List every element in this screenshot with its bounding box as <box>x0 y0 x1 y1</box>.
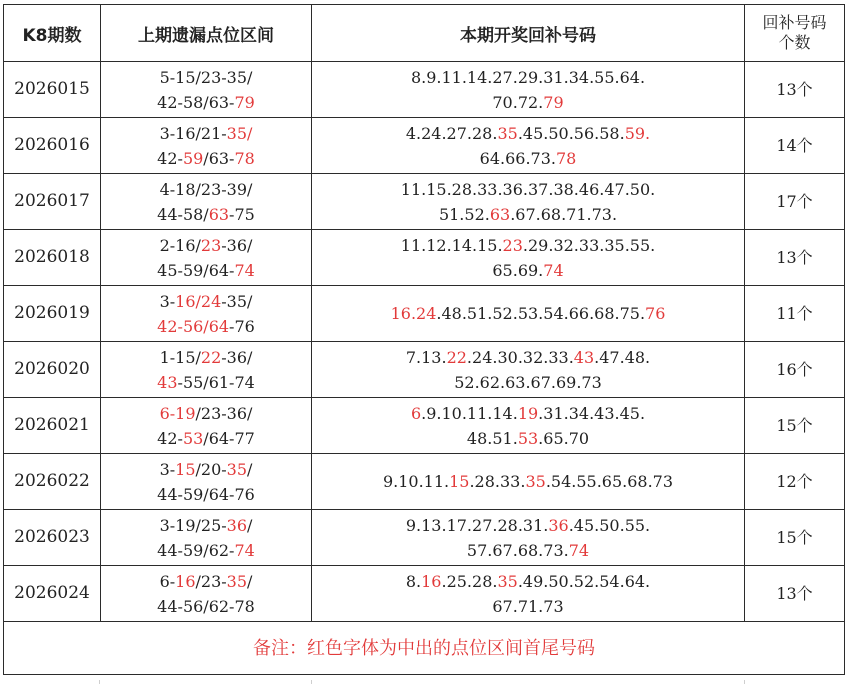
table-row <box>4 454 845 510</box>
text-segment: 3-19/25- <box>159 515 227 535</box>
count-cell: 12个 <box>745 454 845 510</box>
range-cell <box>101 118 312 174</box>
header-count-line1: 回补号码 <box>762 13 827 32</box>
note-text: 备注：红色字体为中出的点位区间首尾号码 <box>4 622 845 675</box>
text-segment: 64.66.73. <box>479 148 556 168</box>
text-segment: .48.51.52.53.54.66.68.75. <box>436 304 646 323</box>
numbers-cell <box>312 230 745 286</box>
numbers-cell <box>312 62 745 118</box>
note-row <box>4 622 845 675</box>
highlight-segment: 43 <box>157 372 178 392</box>
table-row <box>4 342 845 398</box>
header-range: 上期遗漏点位区间 <box>101 5 312 62</box>
range-cell <box>101 230 312 286</box>
range-cell <box>101 174 312 230</box>
numbers-cell <box>312 510 745 566</box>
text-segment: .47.48. <box>594 347 651 367</box>
range-cell <box>101 398 312 454</box>
header-count <box>745 5 845 62</box>
period-cell: 2026023 <box>4 510 101 566</box>
range-cell <box>101 342 312 398</box>
text-segment: 44-59/62- <box>157 540 235 560</box>
header-period: K8期数 <box>4 5 101 62</box>
text-segment: -55/61-74 <box>177 372 255 392</box>
text-segment: .31.34.43.45. <box>538 403 646 423</box>
text-segment: 6- <box>159 571 176 591</box>
draw-results-table <box>3 4 845 675</box>
header-row <box>4 5 845 62</box>
highlight-segment: 16.24 <box>390 304 437 323</box>
numbers-cell <box>312 286 745 342</box>
highlight-segment: 16 <box>421 571 442 591</box>
text-segment: 70.72. <box>492 92 544 112</box>
text-segment: 48.51. <box>466 428 518 448</box>
text-segment: / <box>247 515 253 535</box>
highlight-segment: 63 <box>489 204 511 224</box>
text-segment: .54.55.65.68.73 <box>545 472 674 491</box>
highlight-segment: 36 <box>548 515 569 535</box>
highlight-segment: 19 <box>517 403 539 423</box>
highlight-segment: 74 <box>568 540 590 560</box>
text-segment: 45-59/64- <box>157 260 235 280</box>
highlight-segment: 76 <box>645 304 666 323</box>
text-segment: 11.12.14.15. <box>400 235 503 255</box>
text-segment: 42- <box>157 148 183 168</box>
period-cell: 2026018 <box>4 230 101 286</box>
text-segment: 3- <box>159 291 176 311</box>
text-segment: 2-16/ <box>159 235 201 255</box>
text-segment: 1-15/ <box>159 347 201 367</box>
text-segment: 51.52. <box>438 204 490 224</box>
count-cell: 15个 <box>745 398 845 454</box>
highlight-segment: 16/24 <box>175 291 222 311</box>
highlight-segment: 22 <box>200 347 222 367</box>
text-segment: -76 <box>229 316 255 336</box>
highlight-segment: 78 <box>234 148 255 168</box>
highlight-segment: 79 <box>543 92 564 112</box>
text-segment: 65.69. <box>492 260 544 280</box>
range-cell <box>101 62 312 118</box>
text-segment: 8. <box>405 571 422 591</box>
text-segment: 4.24.27.28. <box>405 123 498 143</box>
text-segment: 57.67.68.73. <box>466 540 569 560</box>
highlight-segment: 35 <box>226 571 248 591</box>
highlight-segment: 42-56/64 <box>157 316 230 336</box>
text-segment: 52.62.63.67.69.73 <box>454 372 602 392</box>
numbers-cell <box>312 398 745 454</box>
highlight-segment: 59 <box>182 148 204 168</box>
range-cell <box>101 566 312 622</box>
text-segment: 5-15/23-35/ <box>159 67 253 87</box>
text-segment: 3- <box>159 459 176 479</box>
text-segment: -35/ <box>221 291 253 311</box>
table-row <box>4 118 845 174</box>
count-cell: 13个 <box>745 566 845 622</box>
highlight-segment: 6 <box>410 403 422 423</box>
count-cell: 13个 <box>745 62 845 118</box>
count-cell: 17个 <box>745 174 845 230</box>
period-cell: 2026015 <box>4 62 101 118</box>
range-cell <box>101 286 312 342</box>
text-segment: /20- <box>195 459 227 479</box>
period-cell: 2026024 <box>4 566 101 622</box>
text-segment: -75 <box>229 204 255 224</box>
text-segment: 42-58/63- <box>157 92 235 112</box>
highlight-segment: 16 <box>175 571 196 591</box>
highlight-segment: 35 <box>525 472 546 491</box>
highlight-segment: 79 <box>234 92 255 112</box>
text-segment: 42- <box>157 428 183 448</box>
text-segment: 44-56/62-78 <box>157 596 255 616</box>
highlight-segment: 35 <box>497 123 518 143</box>
text-segment: -36/ <box>221 235 253 255</box>
text-segment: 11.15.28.33.36.37.38.46.47.50. <box>400 179 656 199</box>
text-segment: /63- <box>203 148 235 168</box>
table-row <box>4 230 845 286</box>
text-segment: .65.70 <box>538 428 590 448</box>
highlight-segment: 35 <box>497 571 518 591</box>
period-cell: 2026019 <box>4 286 101 342</box>
table-row <box>4 510 845 566</box>
text-segment: /64-77 <box>203 428 255 448</box>
text-segment: /23- <box>195 571 227 591</box>
text-segment: 7.13. <box>405 347 447 367</box>
highlight-segment: 74 <box>234 260 255 280</box>
text-segment: .45.50.56.58. <box>517 123 625 143</box>
highlight-segment: 35/ <box>226 123 253 143</box>
period-cell: 2026021 <box>4 398 101 454</box>
text-segment: / <box>247 459 253 479</box>
range-cell <box>101 510 312 566</box>
numbers-cell <box>312 566 745 622</box>
highlight-segment: 15 <box>175 459 196 479</box>
count-cell: 14个 <box>745 118 845 174</box>
highlight-segment: 23 <box>502 235 523 255</box>
count-cell: 11个 <box>745 286 845 342</box>
highlight-segment: 53 <box>182 428 204 448</box>
highlight-segment: 43 <box>573 347 595 367</box>
highlight-segment: 78 <box>555 148 577 168</box>
text-segment: 8.9.11.14.27.29.31.34.55.64. <box>410 67 646 87</box>
highlight-segment: 23 <box>200 235 222 255</box>
period-cell: 2026022 <box>4 454 101 510</box>
text-segment: /23-36/ <box>195 403 253 423</box>
highlight-segment: 22 <box>446 347 467 367</box>
text-segment: 4-18/23-39/ <box>159 179 253 199</box>
text-segment: 9.10.11. <box>382 472 450 491</box>
period-cell: 2026020 <box>4 342 101 398</box>
text-segment: .28.33. <box>469 472 526 491</box>
text-segment: .29.32.33.35.55. <box>522 235 656 255</box>
numbers-cell <box>312 118 745 174</box>
table-row <box>4 398 845 454</box>
highlight-segment: 74 <box>543 260 564 280</box>
count-cell: 16个 <box>745 342 845 398</box>
period-cell: 2026017 <box>4 174 101 230</box>
text-segment: -36/ <box>221 347 253 367</box>
text-segment: .9.10.11.14. <box>421 403 518 423</box>
sheet-edge-strip <box>0 680 856 684</box>
numbers-cell <box>312 174 745 230</box>
text-segment: / <box>247 571 253 591</box>
highlight-segment: 63 <box>208 204 230 224</box>
header-count-line2: 个数 <box>778 33 811 52</box>
text-segment: .49.50.52.54.64. <box>517 571 651 591</box>
numbers-cell <box>312 342 745 398</box>
text-segment: 9.13.17.27.28.31. <box>405 515 549 535</box>
highlight-segment: 59. <box>624 123 651 143</box>
period-cell: 2026016 <box>4 118 101 174</box>
text-segment: .25.28. <box>441 571 498 591</box>
table-row <box>4 566 845 622</box>
table-row <box>4 62 845 118</box>
text-segment: .45.50.55. <box>568 515 651 535</box>
text-segment: 67.71.73 <box>492 596 564 616</box>
highlight-segment: 53 <box>517 428 539 448</box>
header-numbers: 本期开奖回补号码 <box>312 5 745 62</box>
highlight-segment: 36 <box>226 515 248 535</box>
range-cell <box>101 454 312 510</box>
text-segment: 44-58/ <box>157 204 209 224</box>
numbers-cell <box>312 454 745 510</box>
highlight-segment: 74 <box>234 540 255 560</box>
highlight-segment: 15 <box>449 472 470 491</box>
text-segment: 3-16/21- <box>159 123 227 143</box>
count-cell: 15个 <box>745 510 845 566</box>
count-cell: 13个 <box>745 230 845 286</box>
table-row <box>4 174 845 230</box>
highlight-segment: 6-19 <box>159 403 196 423</box>
text-segment: .67.68.71.73. <box>510 204 618 224</box>
text-segment: .24.30.32.33. <box>466 347 574 367</box>
table-row <box>4 286 845 342</box>
text-segment: 44-59/64-76 <box>157 484 255 504</box>
highlight-segment: 35 <box>226 459 248 479</box>
